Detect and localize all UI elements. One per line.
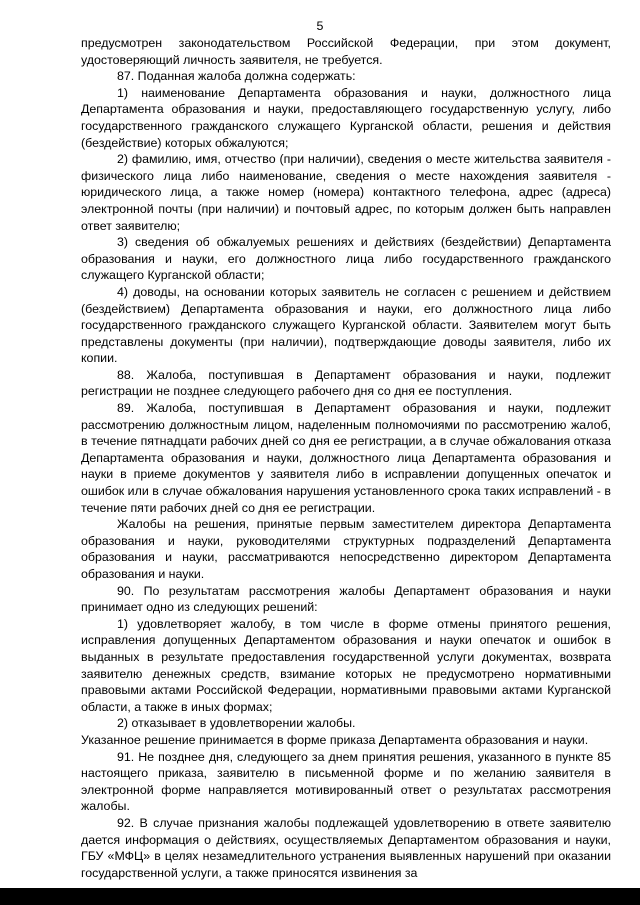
paragraph-87-item-4: 4) доводы, на основании которых заявитель не согласен с решением и действием (бездействием) Департамента образования и науки, его должностного лица либо государственного гражданского служащего Курганской области. Заявителем могут быть представлены документы (при наличии), подтверждающие доводы заявителя, либо их копии.	[81, 284, 611, 366]
scan-bottom-edge	[0, 888, 640, 905]
paragraph-90: 90. По результатам рассмотрения жалобы Департамент образования и науки принимает одно из следующих решений:	[81, 583, 611, 615]
document-body	[81, 35, 611, 881]
paragraph-90-item-1: 1) удовлетворяет жалобу, в том числе в форме отмены принятого решения, исправления допущенных Департаментом образования и науки опечаток и ошибок в выданных в результате предоставления государственной услуги документах, возврата заявителю денежных средств, взимание которых не предусмотрено нормативными правовыми актами Российской Федерации, нормативными правовыми актами Курганской области, а также в иных формах;	[81, 616, 611, 714]
paragraph-89: 89. Жалоба, поступившая в Департамент образования и науки, подлежит рассмотрению должностным лицом, наделенным полномочиями по рассмотрению жалоб, в течение пятнадцати рабочих дней со дня ее регистрации, а в случае обжалования отказа Департамента образования и науки, должностного лица Департамента образования и науки в приеме документов у заявителя либо в исправлении допущенных опечаток и ошибок или в случае обжалования нарушения установленного срока таких исправлений - в течение пяти рабочих дней со дня ее регистрации.	[81, 401, 611, 515]
paragraph-87-item-2: 2) фамилию, имя, отчество (при наличии), сведения о месте жительства заявителя - физического лица либо наименование, сведения о месте нахождения заявителя - юридического лица, а также номер (номера) контактного телефона, адрес (адреса) электронной почты (при наличии) и почтовый адрес, по которым должен быть направлен ответ заявителю;	[81, 152, 611, 233]
paragraph-87-item-1: 1) наименование Департамента образования и науки, должностного лица Департамента образования и науки, предоставляющего государственную услугу, либо государственного гражданского служащего Курганской области, решения и действия (бездействие) которых обжалуются;	[81, 85, 611, 150]
paragraph-90-decision-form: Указанное решение принимается в форме приказа Департамента образования и науки.	[81, 732, 589, 747]
paragraph-91: 91. Не позднее дня, следующего за днем принятия решения, указанного в пункте 85 настоящего приказа, заявителю в письменной форме и по желанию заявителя в электронной форме направляется мотивированный ответ о результатах рассмотрения жалобы.	[81, 749, 611, 814]
paragraph-continuation: предусмотрен законодательством Российской Федерации, при этом документ, удостоверяющий личность заявителя, не требуется.	[81, 36, 611, 67]
paragraph-87-item-3: 3) сведения об обжалуемых решениях и действиях (бездействии) Департамента образования и науки, его должностного лица либо государственного гражданского служащего Курганской области;	[81, 235, 611, 283]
page-number: 5	[316, 19, 324, 33]
paragraph-90-item-2: 2) отказывает в удовлетворении жалобы.	[117, 716, 356, 731]
paragraph-89-complaints: Жалобы на решения, принятые первым заместителем директора Департамента образования и науки, руководителями структурных подразделений Департамента образования и науки, рассматриваются непосредственно директором Департамента образования и науки.	[81, 517, 611, 581]
paragraph-88: 88. Жалоба, поступившая в Департамент образования и науки, подлежит регистрации не позднее следующего рабочего дня со дня ее поступления.	[81, 367, 611, 399]
paragraph-87: 87. Поданная жалоба должна содержать:	[117, 69, 356, 84]
paragraph-92: 92. В случае признания жалобы подлежащей удовлетворению в ответе заявителю дается информация о действиях, осуществляемых Департаментом образования и науки, ГБУ «МФЦ» в целях незамедлительного устранения выявленных нарушений при оказании государственной услуги, а также приносятся извинения за	[81, 815, 611, 880]
